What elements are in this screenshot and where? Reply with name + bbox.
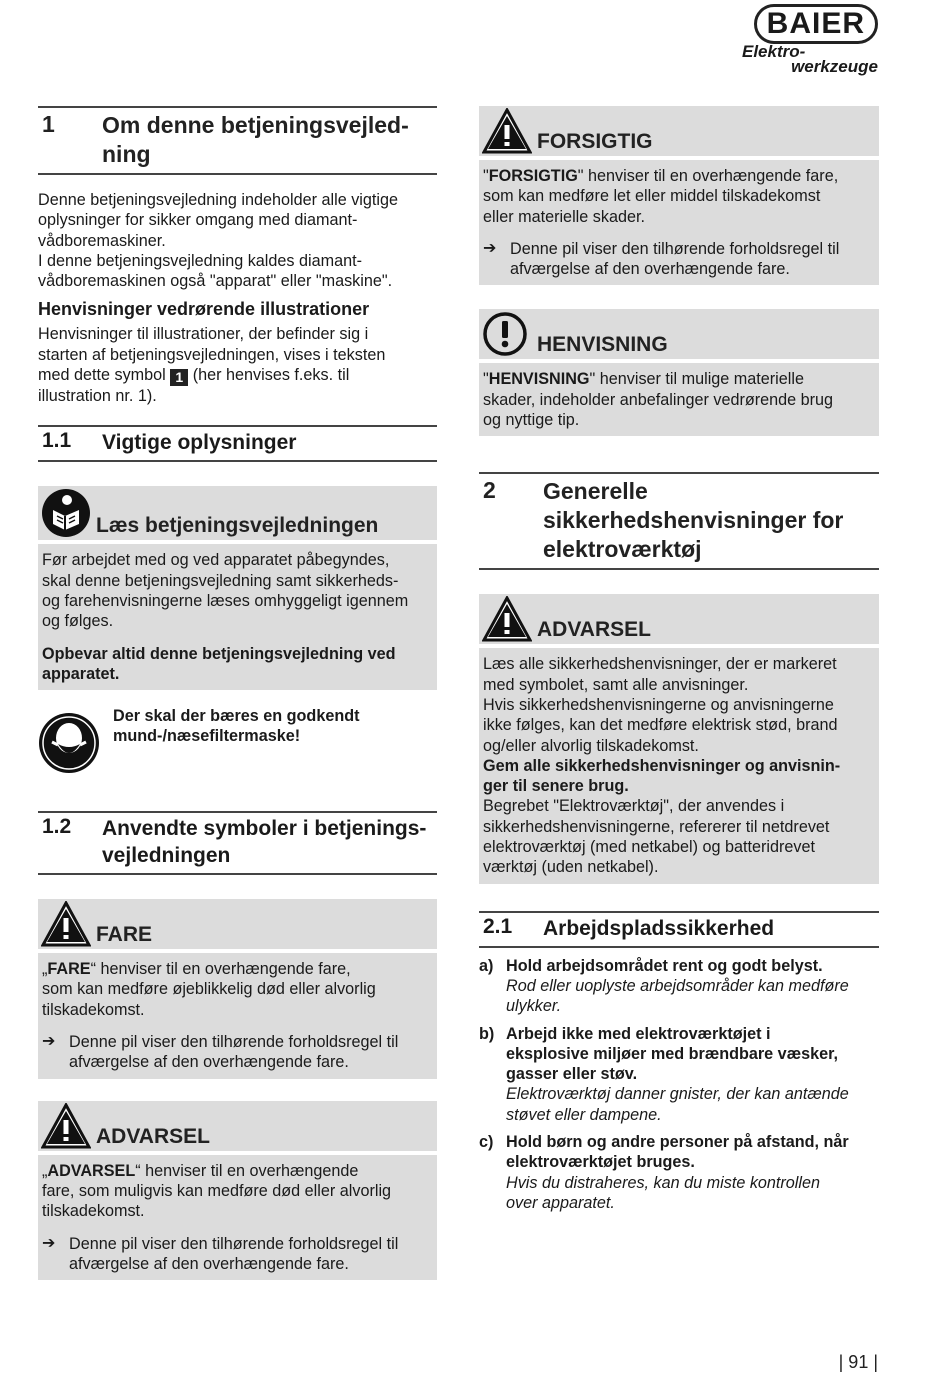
illus-line: starten af betjeningsvejledningen, vises i teksten: [38, 345, 386, 364]
read-manual-body: [38, 544, 437, 690]
forsigtig-box: [479, 106, 879, 285]
list-italic-line: ulykker.: [506, 997, 562, 1016]
quote-close: ": [589, 370, 596, 389]
adv-bold-line: ger til senere brug.: [483, 777, 629, 796]
adv-line: elektroværktøj (med netkabel) og batteridrevet: [483, 838, 815, 857]
section-1-2-title-line1: Anvendte symboler i betjenings-: [102, 817, 427, 841]
list-italic-line: Rod eller uoplyste arbejdsområder kan medføre: [506, 976, 849, 995]
fare-header: [38, 899, 437, 949]
section-1-1-number: 1.1: [42, 429, 72, 453]
section-2-number: 2: [483, 477, 496, 504]
read-line: Før arbejdet med og ved apparatet påbegyndes,: [42, 551, 390, 570]
advarsel-header: [38, 1101, 437, 1151]
forsigtig-line: som kan medføre let eller middel tilskadekomst: [483, 187, 821, 206]
quote-open: ": [483, 370, 489, 389]
read-line: og følges.: [42, 612, 114, 631]
fare-arrow-note: [42, 1032, 433, 1073]
quote-open: „: [42, 1161, 48, 1180]
workplace-list: [479, 956, 879, 1214]
henvisning-line: og nyttige tip.: [483, 411, 580, 430]
intro-line: Denne betjeningsvejledning indeholder alle vigtige: [38, 191, 398, 209]
quote-open: ": [483, 167, 489, 185]
henvisning-body: [479, 363, 879, 436]
adv-line: og/eller alvorlig tilskadekomst.: [483, 736, 699, 755]
section-1-1-heading: [38, 425, 437, 462]
illus-line-symbol: [38, 365, 437, 386]
advarsel-line: fare, som muligvis kan medføre død eller alvorlig: [42, 1181, 392, 1200]
adv-line: Hvis sikkerhedshenvisningerne og anvisningerne: [483, 695, 834, 714]
read-line: og farehenvisningerne læses omhyggeligt igennem: [42, 591, 409, 610]
section-1-2-title-line2: vejledningen: [102, 844, 231, 868]
figure-number-symbol: 1: [170, 369, 188, 386]
warning-triangle-icon: [482, 596, 532, 647]
advarsel-arrow-line: afværgelse af den overhængende fare.: [69, 1254, 349, 1273]
mask-notice: [38, 707, 437, 782]
fare-line-1: [42, 959, 433, 979]
henvisning-header: [479, 309, 879, 359]
read-manual-icon: [41, 488, 91, 543]
section-2-title-line: elektroværktøj: [543, 536, 702, 563]
fare-box: [38, 899, 437, 1078]
adv-line: med symbolet, samt alle anvisninger.: [483, 675, 749, 694]
right-column: [479, 106, 879, 1213]
list-item: [479, 1132, 879, 1213]
list-bold-line: gasser eller støv.: [506, 1065, 638, 1084]
quote-close: “: [135, 1161, 141, 1180]
intro-line: vådboremaskiner.: [38, 231, 166, 250]
advarsel-line: tilskadekomst.: [42, 1202, 145, 1221]
list-italic-line: Hvis du distraheres, kan du miste kontrollen: [506, 1173, 821, 1192]
section-1-title-line1: Om denne betjeningsvejled-: [102, 112, 409, 138]
intro-line: vådboremaskinen også "apparat" eller "maskine".: [38, 272, 393, 291]
forsigtig-arrow-line: afværgelse af den overhængende fare.: [510, 260, 790, 279]
brand-logo: [742, 4, 882, 78]
section-2-1-number: 2.1: [483, 914, 513, 938]
henvisning-keyword: HENVISNING: [488, 370, 590, 389]
quote-close: “: [90, 960, 96, 979]
fare-label: FARE: [96, 923, 153, 947]
advarsel-line-1: [42, 1161, 433, 1181]
forsigtig-line-1: [483, 166, 875, 186]
advarsel-box: [38, 1101, 437, 1280]
fare-arrow-line: afværgelse af den overhængende fare.: [69, 1053, 349, 1072]
list-bold-line: Hold arbejdsområdet rent og godt belyst.: [506, 956, 823, 975]
section-1-2-number: 1.2: [42, 815, 72, 839]
illustrations-subheading: Henvisninger vedrørende illustrationer: [38, 299, 370, 320]
forsigtig-header: [479, 106, 879, 156]
section-1-1-title: Vigtige oplysninger: [102, 431, 297, 455]
forsigtig-label: FORSIGTIG: [537, 130, 653, 153]
illus-pre: med dette symbol: [38, 366, 171, 385]
illus-post: (her henvises f.eks. til: [188, 366, 350, 385]
forsigtig-text-rest: henviser til en overhængende fare,: [583, 167, 839, 185]
henvisning-line: skader, indeholder anbefalinger vedrørende brug: [483, 390, 834, 409]
list-italic-line: over apparatet.: [506, 1193, 615, 1212]
illus-line: illustration nr. 1).: [38, 387, 157, 406]
list-bold-line: Arbejd ikke med elektroværktøjet i: [506, 1024, 771, 1043]
henvisning-box: [479, 309, 879, 436]
arrow-icon: ➔: [483, 239, 497, 257]
sec2-advarsel-box: [479, 594, 879, 883]
warning-triangle-icon: [41, 1103, 91, 1154]
list-italic-line: støvet eller dampene.: [506, 1105, 662, 1124]
warning-triangle-icon: [482, 108, 532, 159]
mask-icon: [38, 712, 113, 782]
section-2-title-line: sikkerhedshenvisninger for: [543, 507, 844, 534]
section-1-heading: [38, 106, 437, 175]
henvisning-label: HENVISNING: [537, 333, 668, 357]
brand-line1: Elektro-: [742, 42, 806, 61]
sec2-advarsel-label: ADVARSEL: [537, 618, 651, 642]
read-line: skal denne betjeningsvejledning samt sikkerheds-: [42, 571, 399, 590]
advarsel-label: ADVARSEL: [96, 1124, 210, 1148]
read-manual-box: [38, 486, 437, 690]
fare-line: tilskadekomst.: [42, 1000, 145, 1019]
read-bold-line: Opbevar altid denne betjeningsvejledning ved: [42, 644, 396, 663]
warning-triangle-icon: [41, 901, 91, 952]
page-number: | 91 |: [838, 1352, 878, 1372]
section-2-1-heading: [479, 911, 879, 948]
list-item: [479, 1024, 879, 1125]
list-bold-line: Hold børn og andre personer på afstand, når: [506, 1133, 849, 1152]
fare-body: [38, 953, 437, 1078]
section-1-intro: [38, 190, 437, 291]
read-bold-line: apparatet.: [42, 664, 120, 683]
sec2-advarsel-header: [479, 594, 879, 644]
quote-close: ": [577, 167, 584, 185]
mask-text-line: Der skal der bæres en godkendt: [113, 707, 360, 726]
list-item: [479, 956, 879, 1017]
intro-line: oplysninger for sikker omgang med diamant-: [38, 211, 358, 230]
forsigtig-body: [479, 160, 879, 285]
adv-bold-line: Gem alle sikkerhedshenvisninger og anvisnin-: [483, 756, 841, 775]
advarsel-arrow-line: Denne pil viser den tilhørende forholdsregel til: [69, 1234, 399, 1253]
adv-line: Begrebet "Elektroværktøj", der anvendes i: [483, 797, 785, 816]
list-letter: c): [479, 1133, 494, 1152]
henvisning-line-1: [483, 369, 875, 389]
arrow-icon: ➔: [42, 1033, 56, 1051]
fare-keyword: FARE: [47, 960, 91, 979]
forsigtig-keyword: FORSIGTIG: [488, 167, 578, 185]
advarsel-arrow-note: [42, 1234, 433, 1275]
adv-line: værktøj (uden netkabel).: [483, 858, 659, 877]
mask-text-line: mund-/næsefiltermaske!: [113, 727, 301, 746]
forsigtig-arrow-line: Denne pil viser den tilhørende forholdsregel til: [510, 239, 840, 258]
intro-line: I denne betjeningsvejledning kaldes diamant-: [38, 251, 362, 270]
advarsel-keyword: ADVARSEL: [47, 1161, 136, 1180]
list-bold-line: elektroværktøjet bruges.: [506, 1153, 695, 1172]
read-manual-label: Læs betjeningsvejledningen: [96, 514, 379, 538]
section-2-1-title: Arbejdspladssikkerhed: [543, 916, 775, 940]
exclamation-circle-icon: [482, 311, 528, 362]
arrow-icon: ➔: [42, 1234, 56, 1252]
fare-arrow-line: Denne pil viser den tilhørende forholdsregel til: [69, 1033, 399, 1052]
illustrations-text: [38, 324, 437, 406]
forsigtig-line: eller materielle skader.: [483, 207, 645, 226]
adv-line: Læs alle sikkerhedshenvisninger, der er markeret: [483, 655, 837, 674]
left-column: [38, 106, 437, 1280]
brand-name: BAIER: [754, 4, 878, 44]
list-bold-line: eksplosive miljøer med brændbare væsker,: [506, 1044, 838, 1063]
henvisning-text-rest: henviser til mulige materielle: [595, 370, 804, 389]
brand-line2: werkzeuge: [791, 57, 878, 76]
advarsel-text-rest: henviser til en overhængende: [140, 1161, 359, 1180]
quote-open: „: [42, 960, 48, 979]
list-italic-line: Elektroværktøj danner gnister, der kan antænde: [506, 1085, 849, 1104]
section-1-title-line2: ning: [102, 141, 151, 167]
fare-text-rest: henviser til en overhængende fare,: [95, 960, 351, 979]
adv-line: sikkerhedshenvisningerne, refererer til netdrevet: [483, 817, 830, 836]
section-1-2-heading: [38, 811, 437, 875]
adv-line: ikke følges, kan det medføre elektrisk stød, brand: [483, 716, 838, 735]
read-manual-header: [38, 486, 437, 540]
sec2-advarsel-body: [479, 648, 879, 883]
forsigtig-arrow-note: [483, 239, 875, 280]
list-letter: a): [479, 956, 494, 975]
fare-line: som kan medføre øjeblikkelig død eller alvorlig: [42, 980, 376, 999]
section-2-title-line: Generelle: [543, 478, 648, 505]
illus-line: Henvisninger til illustrationer, der befinder sig i: [38, 325, 369, 344]
advarsel-body: [38, 1155, 437, 1280]
section-2-heading: [479, 472, 879, 570]
list-letter: b): [479, 1024, 495, 1043]
section-1-number: 1: [42, 111, 55, 137]
